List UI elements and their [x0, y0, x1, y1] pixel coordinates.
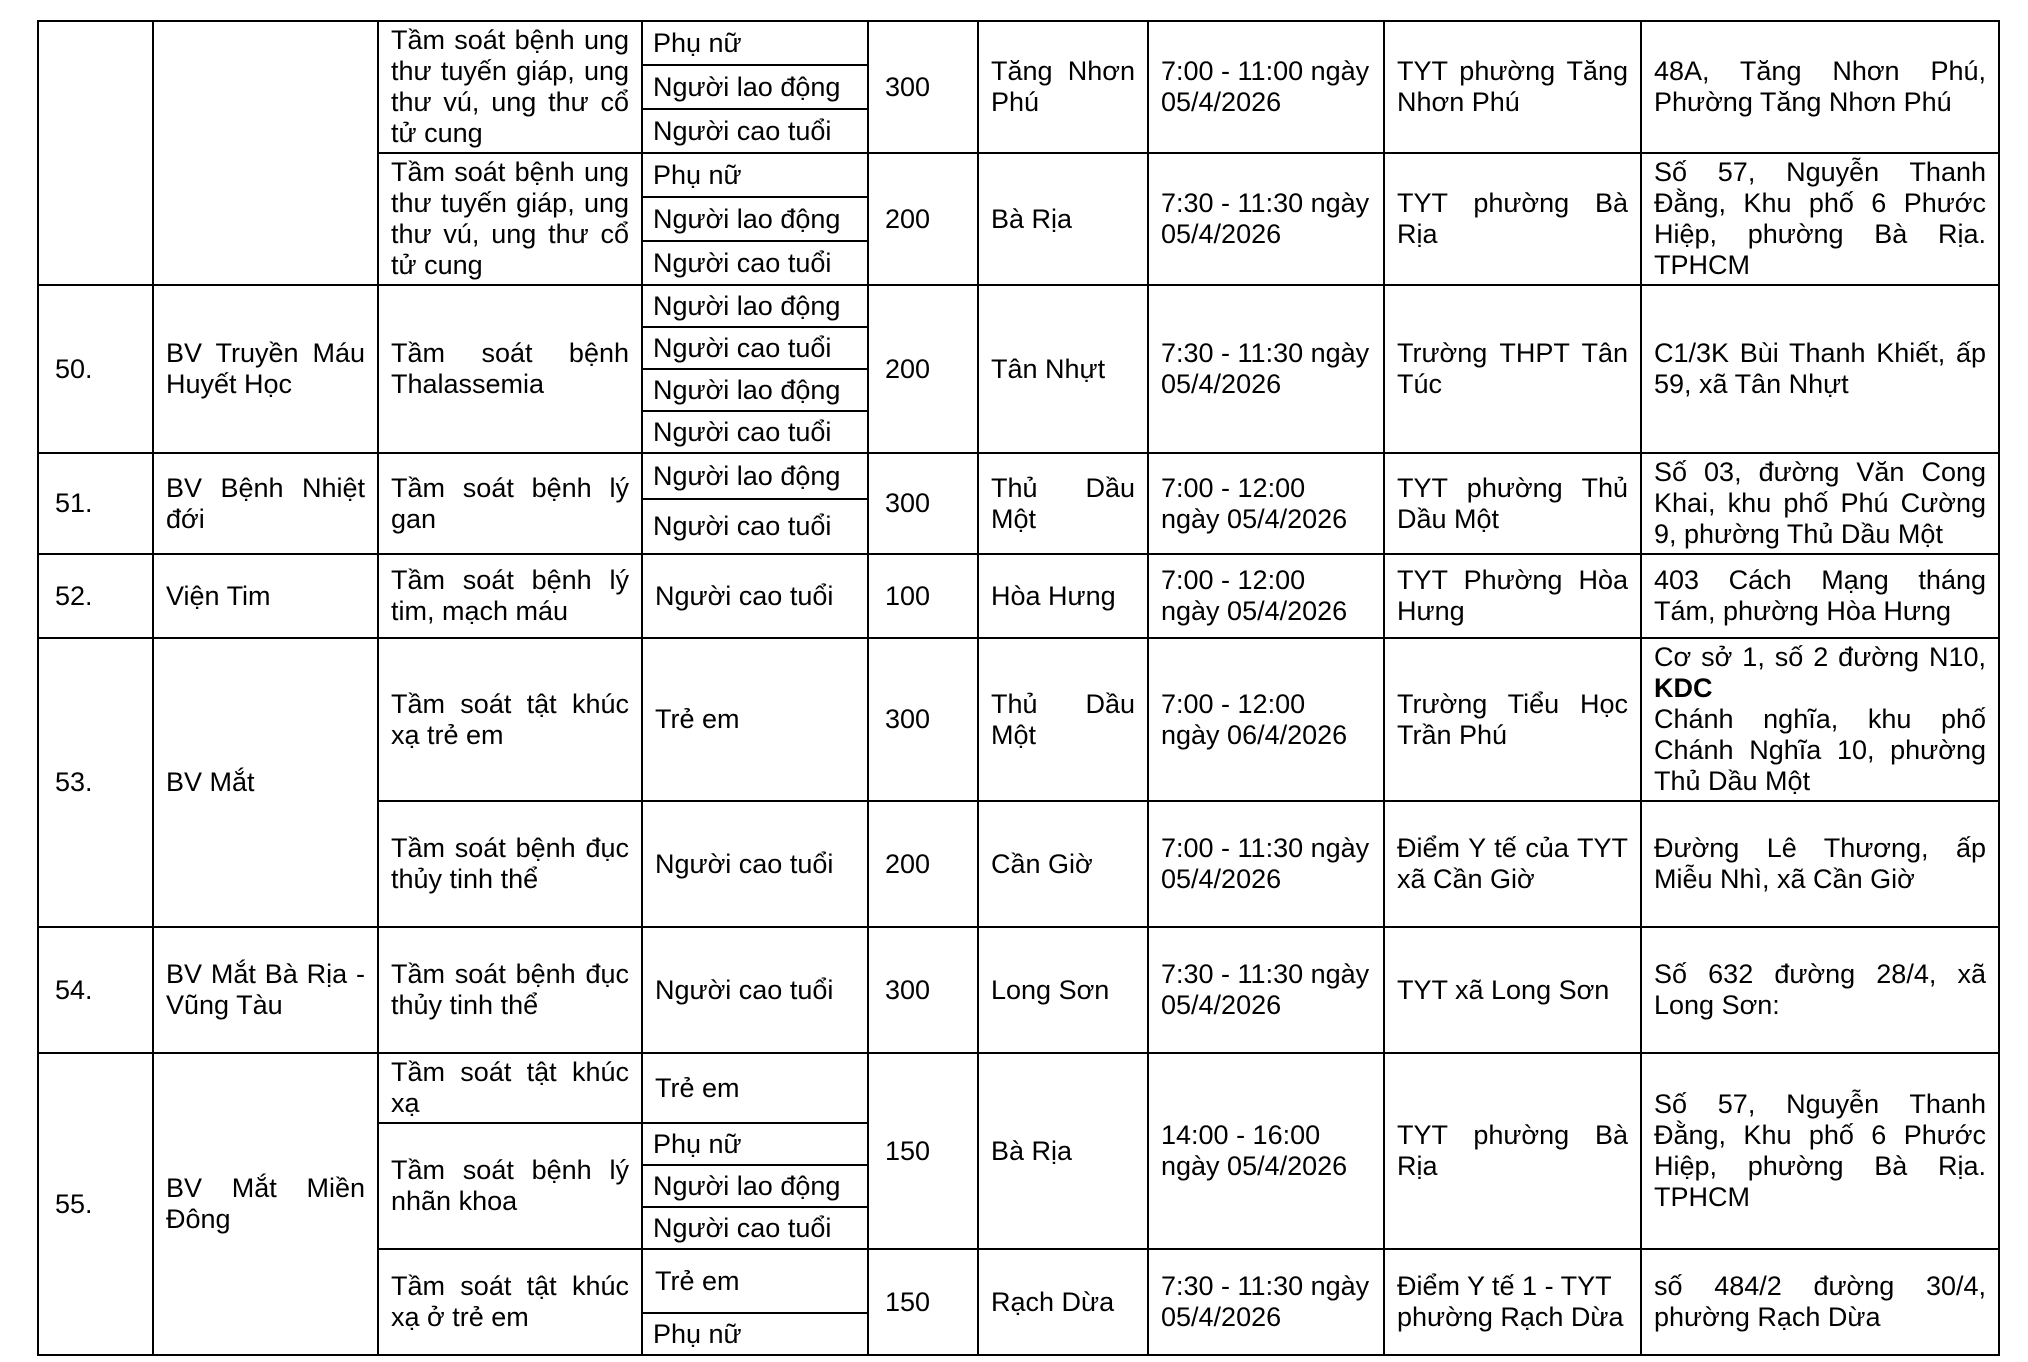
area-cell: Bà Rịa — [978, 153, 1148, 285]
service-cell: Tầm soát tật khúc xạ — [378, 1053, 642, 1123]
service-cell — [378, 285, 642, 453]
target-group-cell: Trẻ em — [642, 638, 868, 801]
table-row — [38, 453, 1999, 499]
screening-schedule-table — [37, 20, 2000, 1356]
row-number-cell: 53. — [38, 638, 153, 927]
service-cell: Tầm soát bệnh đục thủy tinh thể — [378, 927, 642, 1053]
target-group-cell: Người cao tuổi — [642, 1207, 868, 1249]
table-row — [38, 285, 1999, 327]
place-cell: Trường THPT Tân Túc — [1384, 285, 1641, 453]
address-cell: C1/3K Bùi Thanh Khiết, ấp 59, xã Tân Nhựt — [1641, 285, 1999, 453]
target-group-cell: Phụ nữ — [642, 21, 868, 65]
row-number-cell — [38, 21, 153, 285]
service-cell: Tầm soát tật khúc xạ trẻ em — [378, 638, 642, 801]
area-cell: Thủ Dầu Một — [978, 638, 1148, 801]
service-cell: Tầm soát bệnh ung thư tuyến giáp, ung thư vú, ung thư cổ tử cung — [378, 21, 642, 153]
time-cell: 7:00 - 11:30 ngày 05/4/2026 — [1148, 801, 1384, 927]
target-group-cell: Phụ nữ — [642, 153, 868, 197]
area-cell: Thủ Dầu Một — [978, 453, 1148, 554]
table-row — [38, 21, 1999, 65]
table-row — [38, 927, 1999, 1053]
quantity-cell: 150 — [868, 1053, 978, 1249]
service-cell: Tầm soát bệnh ung thư tuyến giáp, ung thư vú, ung thư cổ tử cung — [378, 153, 642, 285]
service-cell: Tầm soát bệnh lý gan — [378, 453, 642, 554]
quantity-cell: 100 — [868, 554, 978, 638]
address-cell: Số 57, Nguyễn Thanh Đằng, Khu phố 6 Phước Hiệp, phường Bà Rịa. TPHCM — [1641, 153, 1999, 285]
area-cell: Cần Giờ — [978, 801, 1148, 927]
time-cell: 7:00 - 11:00 ngày 05/4/2026 — [1148, 21, 1384, 153]
place-cell: TYT phường Tăng Nhơn Phú — [1384, 21, 1641, 153]
service-line: Tầm soát bệnh — [391, 338, 629, 368]
document-page — [37, 20, 1998, 1356]
service-cell: Tầm soát tật khúc xạ ở trẻ em — [378, 1249, 642, 1355]
address-cell: Số 57, Nguyễn Thanh Đằng, Khu phố 6 Phước Hiệp, phường Bà Rịa. TPHCM — [1641, 1053, 1999, 1249]
quantity-cell: 200 — [868, 285, 978, 453]
target-group-cell: Người cao tuổi — [642, 327, 868, 369]
quantity-cell: 200 — [868, 153, 978, 285]
address-cell — [1641, 638, 1999, 801]
quantity-cell: 150 — [868, 1249, 978, 1355]
place-cell: TYT xã Long Sơn — [1384, 927, 1641, 1053]
quantity-cell: 200 — [868, 801, 978, 927]
area-cell: Long Sơn — [978, 927, 1148, 1053]
target-group-cell: Người lao động — [642, 369, 868, 411]
target-group-cell: Phụ nữ — [642, 1123, 868, 1165]
target-group-cell: Người cao tuổi — [642, 927, 868, 1053]
area-cell: Rạch Dừa — [978, 1249, 1148, 1355]
address-line: KDC — [1654, 673, 1713, 703]
row-number-cell: 50. — [38, 285, 153, 453]
service-line: Thalassemia — [391, 369, 545, 399]
row-number-cell: 51. — [38, 453, 153, 554]
time-cell: 7:00 - 12:00 ngày 05/4/2026 — [1148, 554, 1384, 638]
unit-cell — [153, 21, 378, 285]
address-cell: số 484/2 đường 30/4, phường Rạch Dừa — [1641, 1249, 1999, 1355]
time-cell: 7:30 - 11:30 ngày 05/4/2026 — [1148, 285, 1384, 453]
target-group-cell: Người cao tuổi — [642, 554, 868, 638]
quantity-cell: 300 — [868, 638, 978, 801]
table-row — [38, 554, 1999, 638]
unit-cell: BV Bệnh Nhiệt đới — [153, 453, 378, 554]
time-cell: 7:00 - 12:00 ngày 05/4/2026 — [1148, 453, 1384, 554]
place-cell: TYT phường Thủ Dầu Một — [1384, 453, 1641, 554]
time-cell: 14:00 - 16:00 ngày 05/4/2026 — [1148, 1053, 1384, 1249]
time-cell: 7:30 - 11:30 ngày 05/4/2026 — [1148, 153, 1384, 285]
target-group-cell: Người cao tuổi — [642, 241, 868, 285]
target-group-cell: Trẻ em — [642, 1053, 868, 1123]
address-cell: Số 632 đường 28/4, xã Long Sơn: — [1641, 927, 1999, 1053]
service-cell: Tầm soát bệnh đục thủy tinh thể — [378, 801, 642, 927]
place-cell: TYT Phường Hòa Hưng — [1384, 554, 1641, 638]
area-cell: Tân Nhựt — [978, 285, 1148, 453]
address-cell: Số 03, đường Văn Cong Khai, khu phố Phú Cường 9, phường Thủ Dầu Một — [1641, 453, 1999, 554]
service-cell: Tầm soát bệnh lý tim, mạch máu — [378, 554, 642, 638]
target-group-cell: Người lao động — [642, 285, 868, 327]
area-cell: Bà Rịa — [978, 1053, 1148, 1249]
time-cell: 7:30 - 11:30 ngày 05/4/2026 — [1148, 1249, 1384, 1355]
unit-cell: Viện Tim — [153, 554, 378, 638]
target-group-cell: Người lao động — [642, 453, 868, 499]
area-cell: Tăng Nhơn Phú — [978, 21, 1148, 153]
address-cell: 403 Cách Mạng tháng Tám, phường Hòa Hưng — [1641, 554, 1999, 638]
place-cell: TYT phường Bà Rịa — [1384, 153, 1641, 285]
quantity-cell: 300 — [868, 927, 978, 1053]
target-group-cell: Trẻ em — [642, 1249, 868, 1313]
area-cell: Hòa Hưng — [978, 554, 1148, 638]
table-row — [38, 1053, 1999, 1123]
unit-cell: BV Mắt Miền Đông — [153, 1053, 378, 1355]
place-cell: Điểm Y tế của TYT xã Cần Giờ — [1384, 801, 1641, 927]
service-cell: Tầm soát bệnh lý nhãn khoa — [378, 1123, 642, 1249]
address-cell: Đường Lê Thương, ấp Miễu Nhì, xã Cần Giờ — [1641, 801, 1999, 927]
row-number-cell: 54. — [38, 927, 153, 1053]
unit-cell: BV Truyền Máu Huyết Học — [153, 285, 378, 453]
address-cell: 48A, Tăng Nhơn Phú, Phường Tăng Nhơn Phú — [1641, 21, 1999, 153]
table-row — [38, 638, 1999, 801]
target-group-cell: Người cao tuổi — [642, 109, 868, 153]
quantity-cell: 300 — [868, 453, 978, 554]
place-cell: TYT phường Bà Rịa — [1384, 1053, 1641, 1249]
address-line: Chánh nghĩa, khu phố Chánh Nghĩa 10, phường Thủ Dầu Một — [1654, 704, 1986, 796]
target-group-cell: Người lao động — [642, 65, 868, 109]
target-group-cell: Phụ nữ — [642, 1313, 868, 1355]
target-group-cell: Người lao động — [642, 197, 868, 241]
time-cell: 7:30 - 11:30 ngày 05/4/2026 — [1148, 927, 1384, 1053]
place-cell: Trường Tiểu Học Trần Phú — [1384, 638, 1641, 801]
row-number-cell: 55. — [38, 1053, 153, 1355]
unit-cell: BV Mắt Bà Rịa - Vũng Tàu — [153, 927, 378, 1053]
address-line: Cơ sở 1, số 2 đường N10, — [1654, 642, 1986, 672]
target-group-cell: Người cao tuổi — [642, 411, 868, 453]
target-group-cell: Người cao tuổi — [642, 499, 868, 554]
time-cell: 7:00 - 12:00 ngày 06/4/2026 — [1148, 638, 1384, 801]
unit-cell: BV Mắt — [153, 638, 378, 927]
quantity-cell: 300 — [868, 21, 978, 153]
target-group-cell: Người lao động — [642, 1165, 868, 1207]
place-cell: Điểm Y tế 1 - TYT phường Rạch Dừa — [1384, 1249, 1641, 1355]
row-number-cell: 52. — [38, 554, 153, 638]
target-group-cell: Người cao tuổi — [642, 801, 868, 927]
